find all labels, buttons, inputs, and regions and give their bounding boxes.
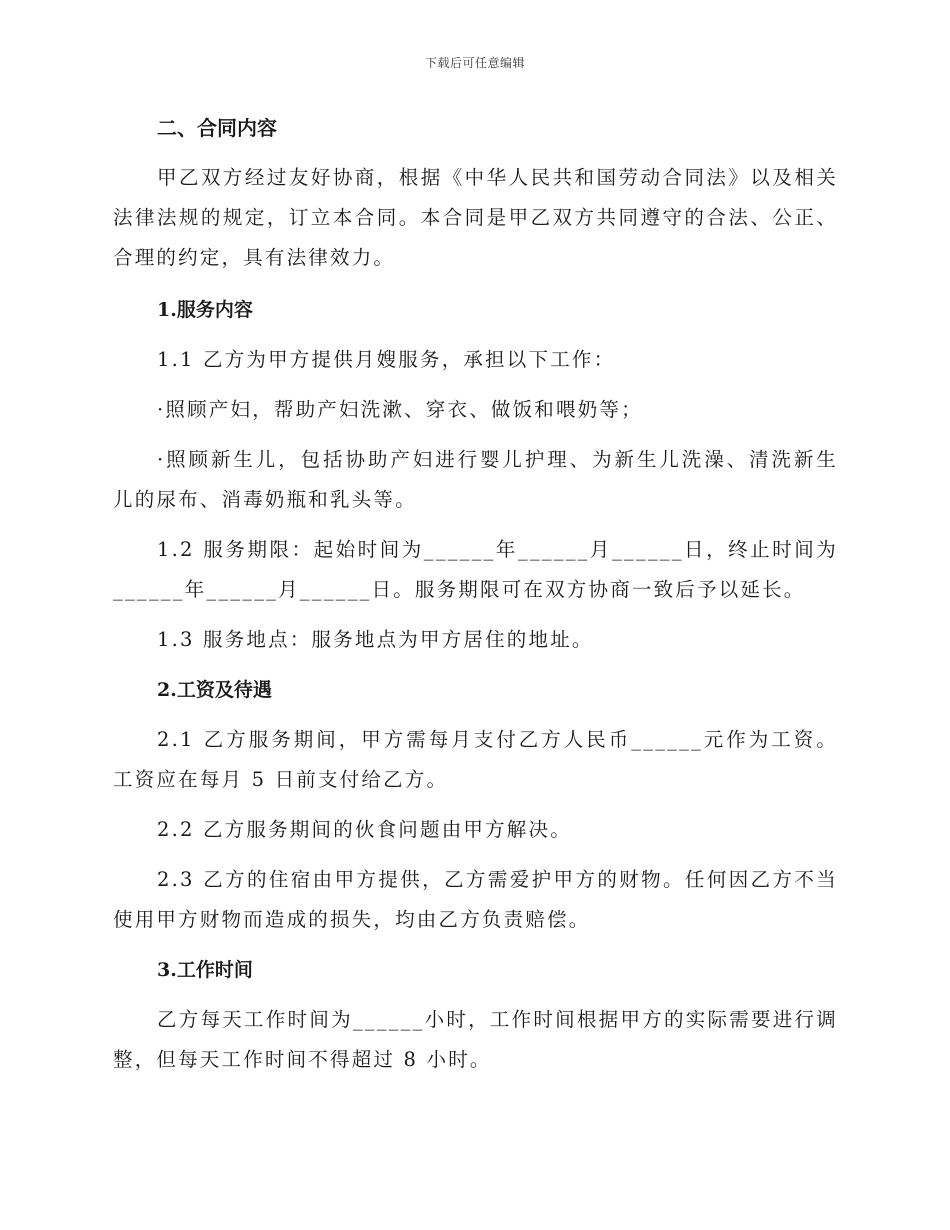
- clause-2-3: 2.3 乙方的住宿由甲方提供，乙方需爱护甲方的财物。任何因乙方不当使用甲方财物而造成的损失，均由乙方负责赔偿。: [113, 868, 838, 931]
- clause-2-2: 2.2 乙方服务期间的伙食问题由甲方解决。: [157, 818, 572, 841]
- clause-2-1: 2.1 乙方服务期间，甲方需每月支付乙方人民币______元作为工资。工资应在每月 5 日前支付给乙方。: [113, 728, 838, 791]
- bullet-care-newborn: ·照顾新生儿，包括协助产妇进行婴儿护理、为新生儿洗澡、清洗新生儿的尿布、消毒奶瓶和乳头等。: [113, 448, 838, 511]
- working-hours-heading: 3.工作时间: [157, 959, 253, 981]
- intro-paragraph: 甲乙双方经过友好协商，根据《中华人民共和国劳动合同法》以及相关法律法规的规定，订立本合同。本合同是甲乙双方共同遵守的合法、公正、合理的约定，具有法律效力。: [113, 166, 838, 269]
- document-content: [113, 108, 838, 1080]
- clause-3-1: 乙方每天工作时间为______小时，工作时间根据甲方的实际需要进行调整，但每天工作时间不得超过 8 小时。: [113, 1008, 838, 1071]
- bullet-care-mother: ·照顾产妇，帮助产妇洗漱、穿衣、做饭和喂奶等；: [157, 398, 643, 421]
- service-content-heading: 1.服务内容: [157, 299, 253, 321]
- section-title: 二、合同内容: [157, 116, 277, 140]
- clause-1-3: 1.3 服务地点：服务地点为甲方居住的地址。: [157, 628, 594, 651]
- page-header-note: 下载后可任意编辑: [424, 56, 525, 70]
- salary-heading: 2.工资及待遇: [157, 679, 272, 701]
- clause-1-1: 1.1 乙方为甲方提供月嫂服务，承担以下工作：: [157, 348, 616, 371]
- clause-1-2: 1.2 服务期限：起始时间为______年______月______日，终止时间为______年______月______日。服务期限可在双方协商一致后予以延长。: [113, 538, 838, 601]
